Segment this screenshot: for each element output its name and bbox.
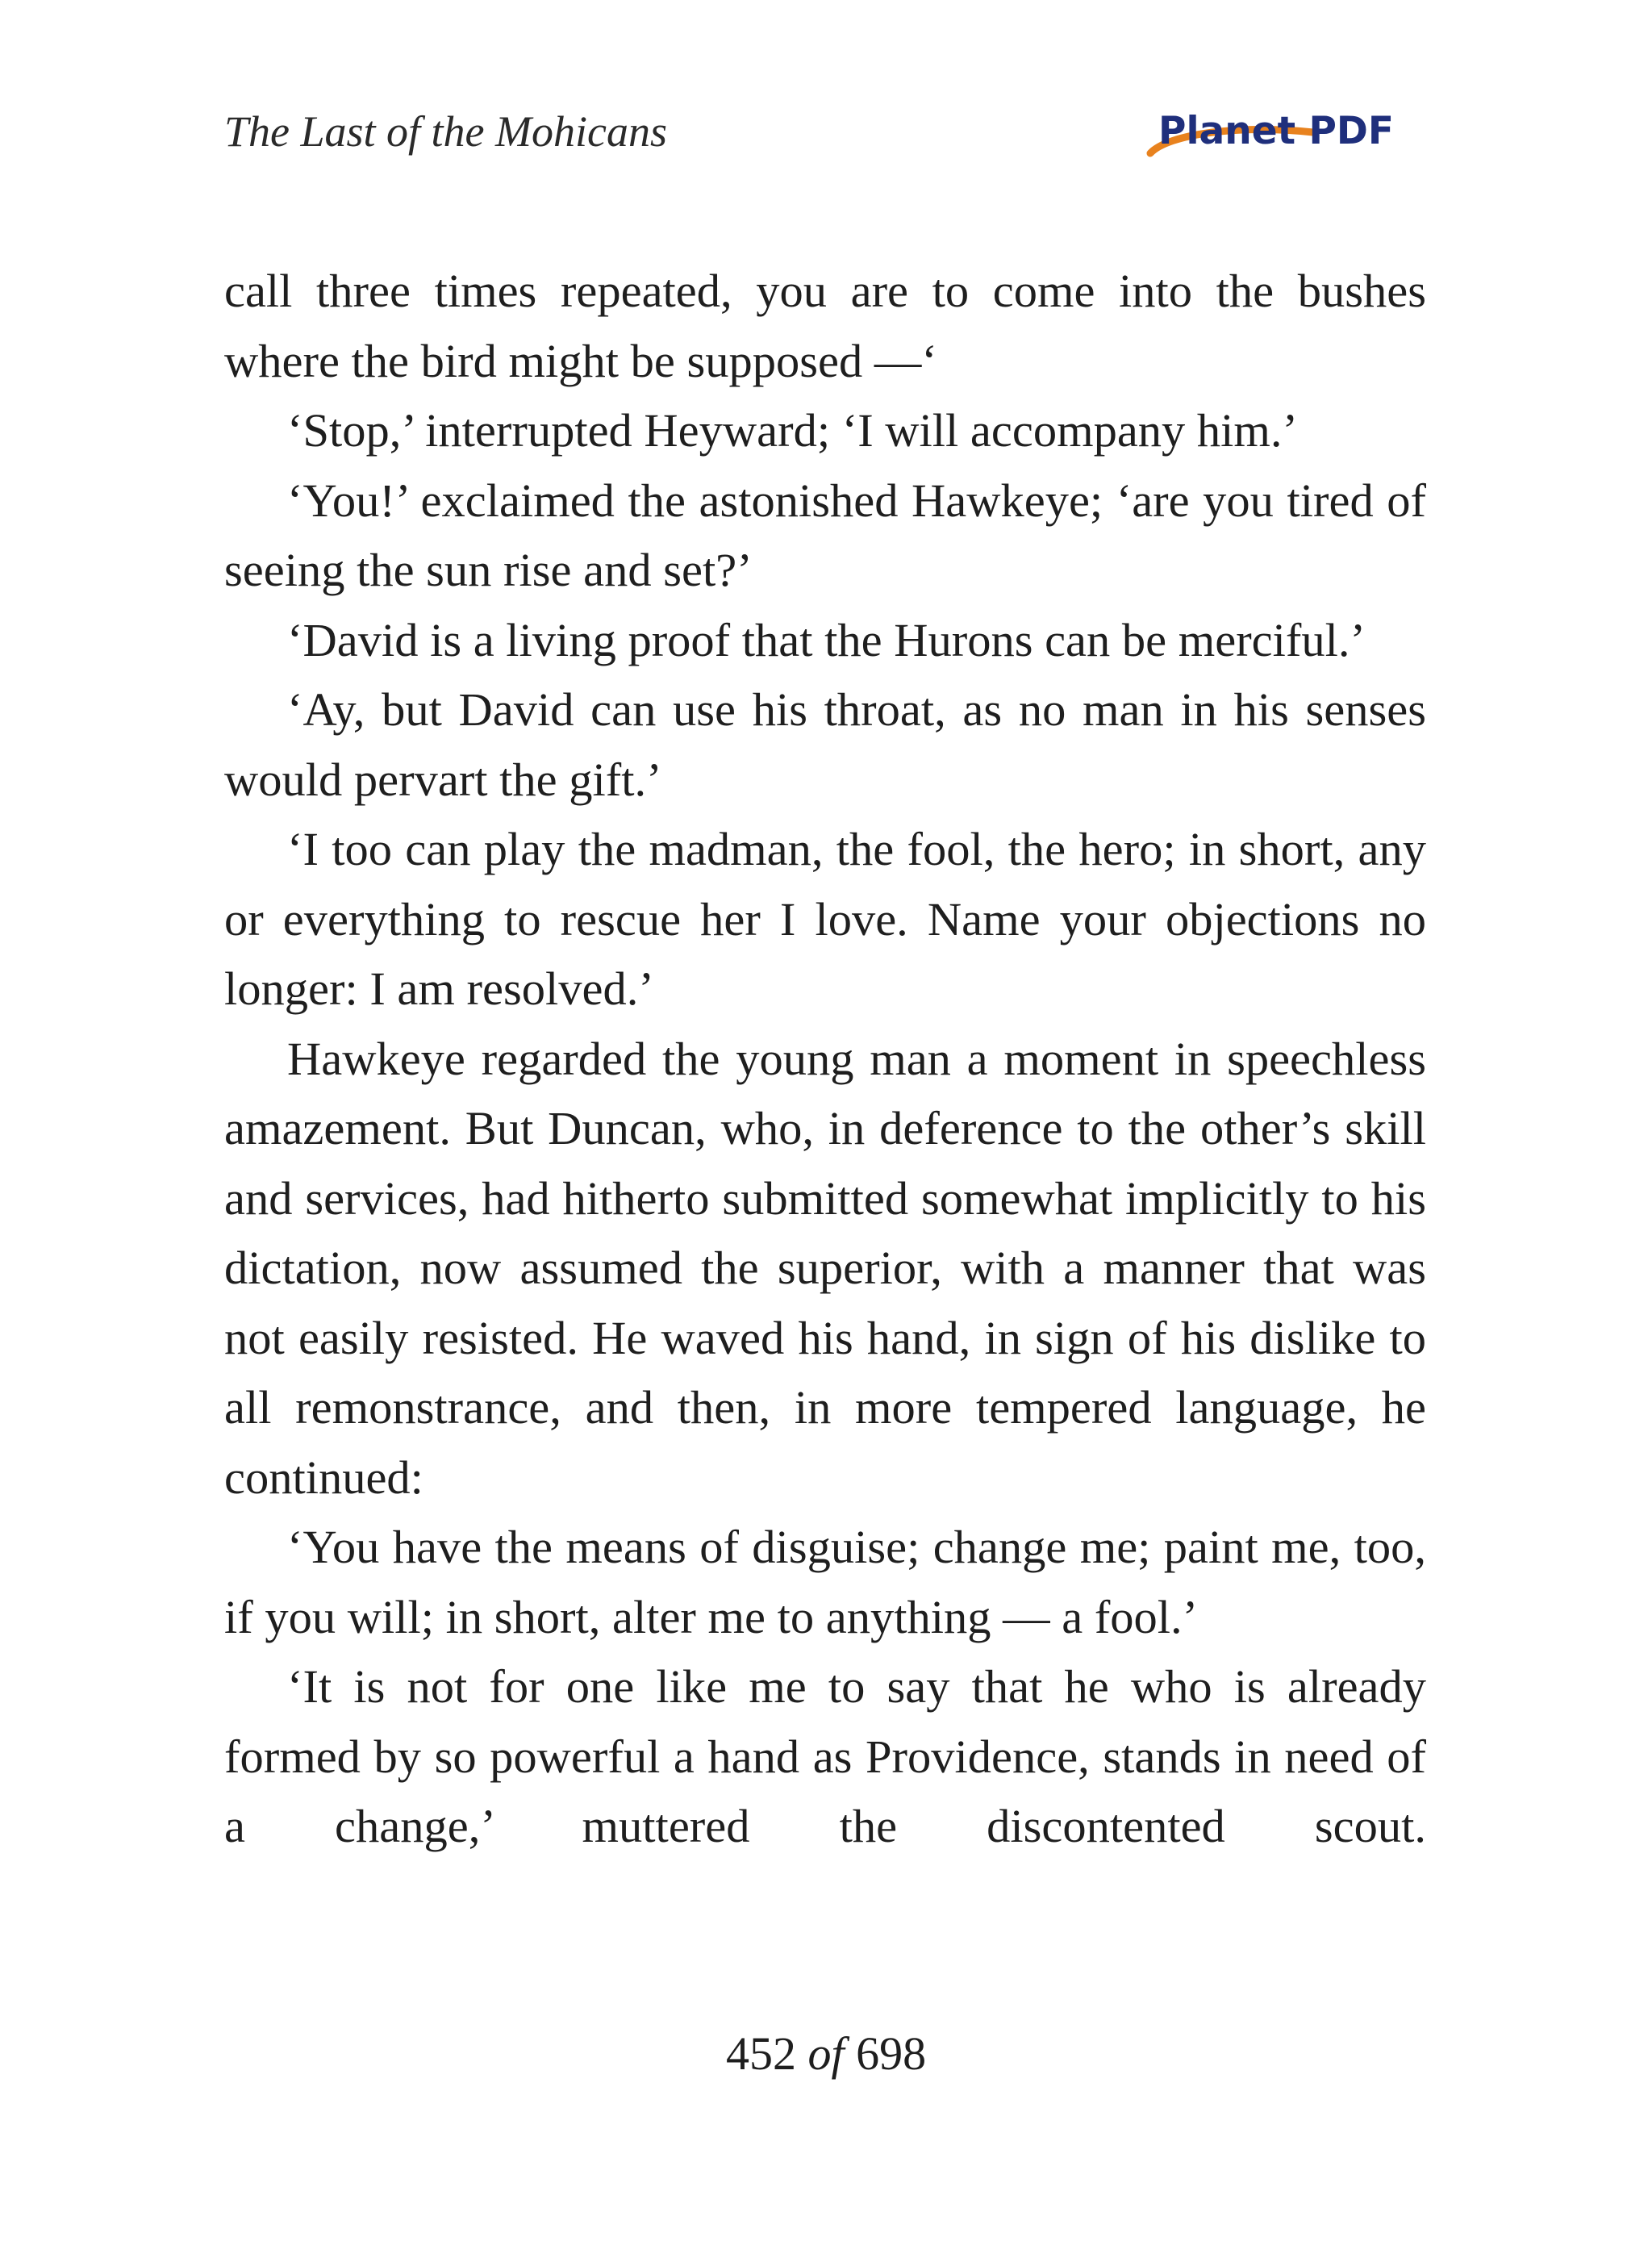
paragraph: ‘You have the means of disguise; change me; paint me, too, if you will; in short, alter me to anything — a fool.’: [224, 1521, 1426, 1643]
total-page-count: 698: [856, 2027, 927, 2080]
book-title: The Last of the Mohicans: [224, 107, 667, 156]
page-number: [0, 2027, 1652, 2081]
paragraph: ‘I too can play the madman, the fool, the hero; in short, any or everything to rescue her I love. Name your objections no longer: I am resolved.’: [224, 823, 1426, 1015]
logo-text: Planet PDF: [1158, 109, 1395, 153]
paragraph: ‘You!’ exclaimed the astonished Hawkeye; ‘are you tired of seeing the sun rise and set?’: [224, 474, 1426, 596]
page-body: [224, 257, 1426, 1862]
paragraph: ‘Stop,’ interrupted Heyward; ‘I will accompany him.’: [287, 404, 1299, 457]
page-header: [224, 103, 1428, 168]
paragraph: ‘It is not for one like me to say that he who is already formed by so powerful a hand as Providence, stands in need of a change,’ muttered the discontented scout.: [224, 1660, 1426, 1852]
page-of-label: of: [807, 2027, 845, 2080]
current-page-number: 452: [725, 2027, 796, 2080]
paragraph: Hawkeye regarded the young man a moment in speechless amazement. But Duncan, who, in deference to the other’s skill and services, had hitherto submitted somewhat implicitly to his dictation, now assumed the superior, with a manner that was not easily resisted. He waved his hand, in sign of his dislike to all remonstrance, and then, in more tempered language, he continued:: [224, 1032, 1426, 1504]
paragraph: call three times repeated, you are to come into the bushes where the bird might be supposed —‘: [224, 265, 1426, 387]
planet-pdf-logo: [1144, 103, 1410, 168]
paragraph: ‘David is a living proof that the Hurons can be merciful.’: [287, 613, 1366, 666]
paragraph: ‘Ay, but David can use his throat, as no man in his senses would pervart the gift.’: [224, 683, 1426, 806]
